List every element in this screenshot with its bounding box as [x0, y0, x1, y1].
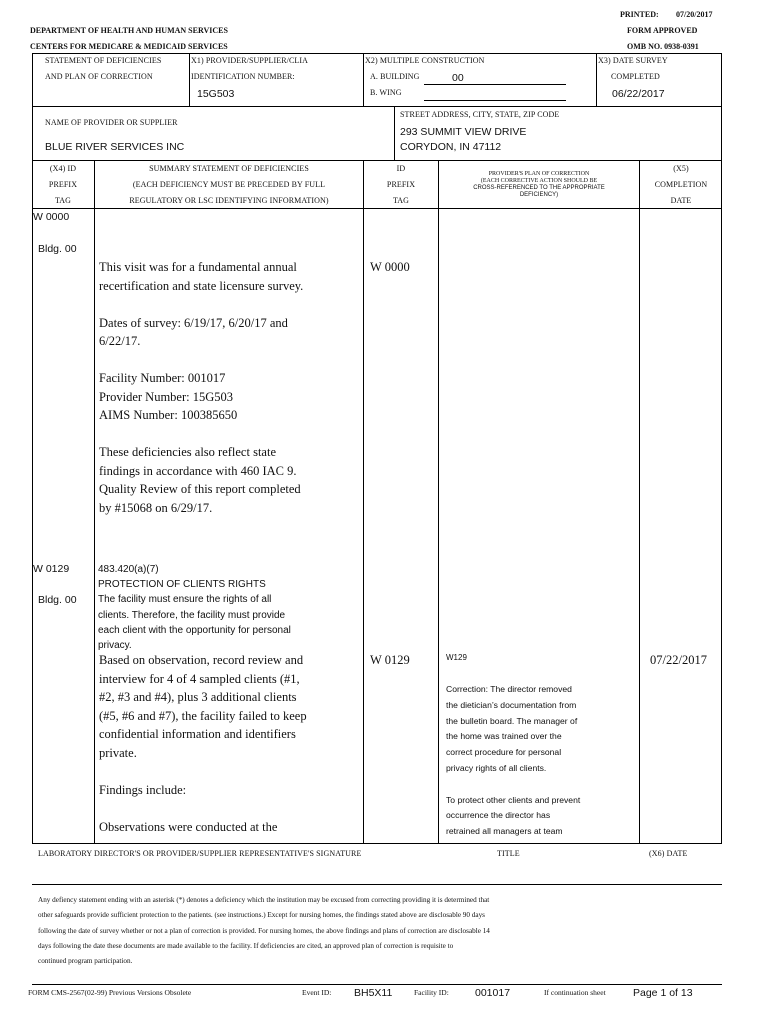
plan-line: occurrence the director has — [446, 810, 551, 821]
summary-line: This visit was for a fundamental annual — [99, 260, 297, 274]
plan-header-3: CROSS-REFERENCED TO THE APPROPRIATE — [473, 185, 605, 191]
summary-header-1: SUMMARY STATEMENT OF DEFICIENCIES — [149, 164, 309, 173]
provider-id-value: 15G503 — [197, 88, 235, 100]
printed-label: PRINTED: — [620, 10, 659, 19]
statement-label-2: AND PLAN OF CORRECTION — [45, 72, 153, 81]
footnote-text — [38, 893, 718, 969]
footnote-line: continued program participation. — [38, 957, 133, 966]
regulation-line: each client with the opportunity for personal — [98, 624, 291, 636]
footnote-line: Any defiency statement ending with an asterisk (*) denotes a deficiency which the institution may be excused from correcting providing it is determined that — [38, 896, 490, 904]
w0129-plan-tag: W129 — [446, 653, 467, 662]
plan-line: the bulletin board. The manager of — [446, 715, 578, 726]
provider-name-label: NAME OF PROVIDER OR SUPPLIER — [45, 118, 178, 127]
summary-line: Quality Review of this report completed — [99, 482, 301, 496]
id-header-2: PREFIX — [386, 180, 416, 189]
w0129-id-tag: W 0129 — [370, 653, 410, 667]
id-header-1: ID — [396, 164, 406, 173]
plan-line: the home was trained over the — [446, 731, 562, 742]
summary-line: interview for 4 of 4 sampled clients (#1, — [99, 671, 300, 686]
summary-line: Findings include: — [99, 782, 187, 797]
footnote-line: days following the date these documents are made available to the facility. If deficiencies are cited, an approved plan of correction is requisite to — [38, 941, 454, 950]
signature-date-label: (X6) DATE — [649, 849, 688, 858]
x2-label: X2) MULTIPLE CONSTRUCTION — [365, 56, 485, 65]
w0129-completion-date: 07/22/2017 — [650, 653, 707, 667]
signature-label: LABORATORY DIRECTOR'S OR PROVIDER/SUPPLIER REPRESENTATIVE'S SIGNATURE — [38, 849, 362, 858]
summary-line: (#5, #6 and #7), the facility failed to keep — [99, 708, 307, 723]
building-label: A. BUILDING — [370, 72, 420, 81]
regulation-line: clients. Therefore, the facility must provide — [98, 609, 286, 621]
plan-header-2: (EACH CORRECTIVE ACTION SHOULD BE — [480, 178, 598, 184]
summary-header-3: REGULATORY OR LSC IDENTIFYING INFORMATION) — [129, 196, 329, 205]
summary-line: Based on observation, record review and — [99, 653, 304, 667]
form-approved: FORM APPROVED — [627, 26, 698, 35]
w0129-prefix-tag: W 0129 — [33, 563, 70, 575]
wing-label: B. WING — [370, 88, 402, 97]
summary-line — [99, 351, 361, 370]
x4-header-1: (X4) ID — [49, 164, 77, 173]
form-number: FORM CMS-2567(02-99) Previous Versions Obsolete — [28, 988, 192, 997]
regulation-line: PROTECTION OF CLIENTS RIGHTS — [98, 579, 266, 591]
x4-header-2: PREFIX — [48, 180, 78, 189]
continuation-label: If continuation sheet — [544, 988, 606, 997]
w0129-plan-text — [446, 682, 636, 840]
omb-number: OMB NO. 0938-0391 — [627, 42, 699, 51]
page-number: Page 1 of 13 — [633, 987, 693, 999]
summary-line: Provider Number: 15G503 — [99, 389, 234, 404]
printed-date: 07/20/2017 — [676, 10, 713, 19]
summary-line — [99, 799, 361, 818]
regulation-line: privacy. — [98, 640, 132, 652]
event-id-label: Event ID: — [302, 988, 332, 997]
summary-line: recertification and state licensure survey. — [99, 278, 304, 293]
footnote-line: following the date of survey whether or not a plan of correction is provided. For nursing homes, the above findings and plans of correction are disclosable 14 — [38, 926, 490, 935]
plan-header — [439, 171, 639, 199]
w0129-regulation-text — [98, 562, 360, 653]
w0000-summary-text — [99, 258, 361, 517]
w0000-prefix-tag: W 0000 — [33, 211, 70, 223]
summary-line: Facility Number: 001017 — [99, 371, 226, 385]
plan-line — [446, 777, 636, 793]
w0129-summary-text — [99, 651, 361, 836]
footnote-line: other safeguards provide sufficient protection to the patients. (see instructions.) Except for nursing homes, the findings stated above are disclosable 90 days — [38, 911, 485, 920]
x4-header-3: TAG — [54, 196, 72, 205]
address-line-1: 293 SUMMIT VIEW DRIVE — [400, 126, 527, 138]
address-label: STREET ADDRESS, CITY, STATE, ZIP CODE — [400, 110, 560, 119]
summary-line: 6/22/17. — [99, 334, 141, 348]
x5-header-1: (X5) — [673, 164, 689, 173]
summary-line: by #15068 on 6/29/17. — [99, 500, 213, 515]
statement-label-1: STATEMENT OF DEFICIENCIES — [45, 56, 162, 65]
centers-name: CENTERS FOR MEDICARE & MEDICAID SERVICES — [30, 42, 228, 51]
w0129-building: Bldg. 00 — [38, 594, 77, 606]
x1-label: X1) PROVIDER/SUPPLIER/CLIA — [191, 56, 309, 65]
plan-line: the dietician’s documentation from — [446, 699, 577, 710]
id-header-3: TAG — [392, 196, 410, 205]
w0000-building: Bldg. 00 — [38, 243, 77, 255]
x3-label: X3) DATE SURVEY — [598, 56, 668, 65]
facility-id-label: Facility ID: — [414, 988, 449, 997]
summary-line: confidential information and identifiers — [99, 727, 296, 741]
event-id-value: BH5X11 — [354, 987, 393, 999]
x5-header-2: COMPLETION — [654, 180, 708, 189]
summary-line: #2, #3 and #4), plus 3 additional clients — [99, 690, 297, 704]
regulation-line: The facility must ensure the rights of all — [98, 594, 272, 606]
department-name: DEPARTMENT OF HEALTH AND HUMAN SERVICES — [30, 26, 228, 35]
summary-header-2: (EACH DEFICIENCY MUST BE PRECEDED BY FULL — [132, 180, 326, 189]
summary-line — [99, 295, 361, 314]
x1-label-2: IDENTIFICATION NUMBER: — [191, 72, 295, 81]
x3-label-2: COMPLETED — [611, 72, 660, 81]
summary-line: Dates of survey: 6/19/17, 6/20/17 and — [99, 315, 288, 330]
summary-line — [99, 762, 361, 781]
plan-line: correct procedure for personal — [446, 747, 562, 758]
facility-id-value: 001017 — [475, 987, 511, 999]
summary-line: These deficiencies also reflect state — [99, 445, 276, 459]
title-label: TITLE — [497, 849, 520, 858]
plan-line: Correction: The director removed — [446, 684, 572, 694]
survey-completed-date: 06/22/2017 — [612, 88, 665, 100]
summary-line: findings in accordance with 460 IAC 9. — [99, 463, 297, 478]
regulation-line: 483.420(a)(7) — [98, 564, 159, 575]
x5-header-3: DATE — [670, 196, 692, 205]
summary-line: AIMS Number: 100385650 — [99, 408, 238, 422]
plan-line: retrained all managers at team — [446, 826, 563, 837]
plan-line: To protect other clients and prevent — [446, 794, 581, 805]
summary-line: Observations were conducted at the — [99, 819, 278, 834]
summary-line — [99, 425, 361, 444]
building-value: 00 — [452, 72, 464, 84]
provider-name-value: BLUE RIVER SERVICES INC — [45, 141, 185, 153]
address-line-2: CORYDON, IN 47112 — [400, 141, 502, 153]
plan-header-4: DEFICIENCY) — [519, 192, 559, 198]
plan-header-1: PROVIDER'S PLAN OF CORRECTION — [488, 171, 590, 177]
summary-line: private. — [99, 745, 137, 760]
w0000-id-tag: W 0000 — [370, 260, 410, 274]
plan-line: privacy rights of all clients. — [446, 762, 547, 773]
